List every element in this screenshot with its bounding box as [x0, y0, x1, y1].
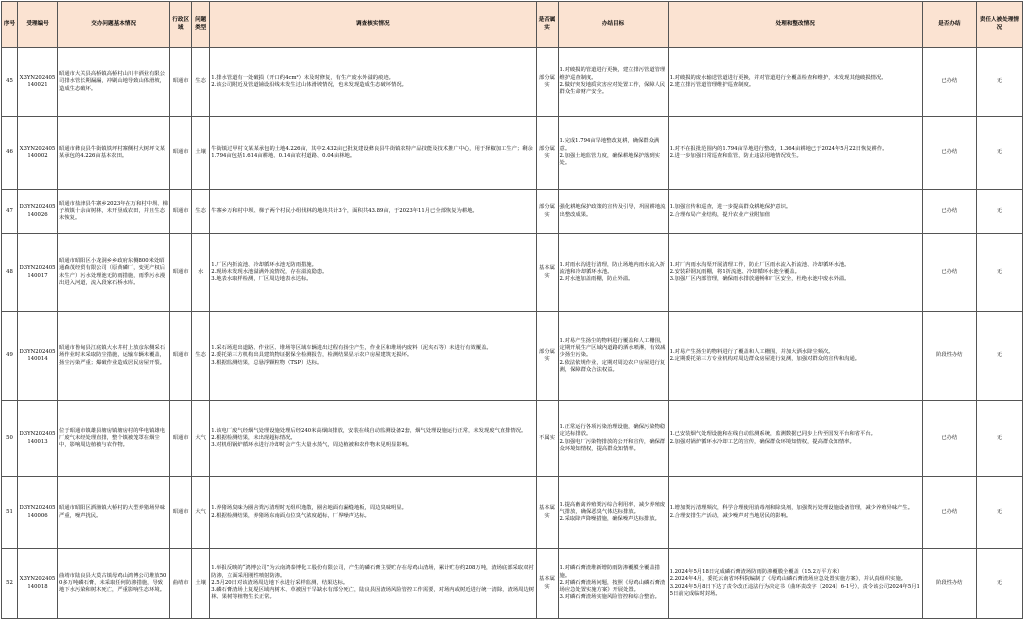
closed-status: 已办结 — [922, 477, 976, 549]
header-closed: 是否办结 — [922, 2, 976, 48]
target — [558, 401, 668, 477]
investigation-line: 1.采石场进出道路、作业区、堆场等区域车辆进出过程有扬尘产生，作业区和堆场内废料（泥夹石等）未进行有效覆盖。 — [211, 345, 492, 352]
rectification — [668, 477, 922, 549]
issue-description: 昭通市鲁甸县江底镇大水井村上放彦东侧采石场作业时未采取防尘措施，运输车辆未覆盖，扬尘污染严重；爆破作业造成居民房屋开裂。 — [58, 312, 170, 401]
target-line: 1.完成1.794亩旱地整改复耕，确保群众满意。 — [559, 138, 660, 152]
closed-status: 已办结 — [922, 190, 976, 234]
verified-status: 不属实 — [536, 401, 558, 477]
target-line: 2.加强电厂污染物排放的公开和宣传，确保群众环境知情权，提高群众知情率。 — [559, 438, 666, 452]
header-target: 办结目标 — [558, 2, 668, 48]
issue-description: 昭通市昭阳区洒渔镇大桥村的大型养猪场异味严重，噪声扰民。 — [58, 477, 170, 549]
accountability: 无 — [976, 48, 1022, 117]
problem-type: 生态 — [192, 190, 210, 234]
investigation-line: 2.5月20日对该渣场周边地下水进行采样监测，结果达标。 — [211, 579, 349, 586]
rectification-line: 1.已安装烟气处理设施和在线自动监测系统，监测数据已同步上传至国发平台和省平台。 — [669, 431, 876, 438]
table-row — [2, 549, 1023, 619]
target-line: 3.对磷石膏渣场实施风险管控和综合整治。 — [559, 594, 660, 601]
verified-status: 部分属实 — [536, 117, 558, 190]
rectification — [668, 190, 922, 234]
target — [558, 48, 668, 117]
issue-description: 位于昭通市镇雄县塘房镇塘房村的华电镇雄电厂废气未经处理直排，整个镇被笼罩在烟尘中，影响周边植被与农作物。 — [58, 401, 170, 477]
header-issue: 交办问题基本情况 — [58, 2, 170, 48]
target-line: 1.正常运行各项污染治理设施，确保污染物稳定达标排放。 — [559, 423, 666, 438]
target-line: 2.对磷石膏渣场问题，按照《母鸡山磷石膏渣场应急处置实施方案》开展处置。 — [559, 579, 666, 594]
investigation — [210, 48, 536, 117]
issue-description: 昭通市昭阳区小龙洞乡乡政府东侧800米处昭通森茂经贸有限公司（原黄磷厂，变更产权后未生产）污水处理池无防雨措施，雨季污水漫出进入河道，流入段家石桥水库。 — [58, 234, 170, 312]
investigation-line: 2.现场未发现水池溢满外流情况，存在溢流隐患。 — [211, 268, 328, 275]
table-row — [2, 48, 1023, 117]
investigation-line: 2.该公司附近及管道铺设沿线未发生过山体滑坡情况，也未发现造成生态破坏情况。 — [211, 82, 407, 88]
closed-status: 阶段性办结 — [922, 312, 976, 401]
rectification — [668, 312, 922, 401]
case-id: X3YN202405140002 — [18, 117, 58, 190]
case-id: D3YN202405140014 — [18, 312, 58, 401]
table-row — [2, 312, 1023, 401]
rectification-line: 2.安装彩钢瓦雨棚，将1折流池、冷却循环水池全覆盖。 — [669, 268, 800, 275]
problem-type: 大气 — [192, 477, 210, 549]
accountability: 无 — [976, 190, 1022, 234]
target-line: 2.对水池加盖雨棚，防止外溢。 — [559, 276, 634, 283]
target-line: 1.对磷石膏渣堆新增防雨防渗覆膜全覆盖措施。 — [559, 565, 660, 579]
header-investigation: 调查核实情况 — [210, 2, 536, 48]
problem-type: 土壤 — [192, 117, 210, 190]
case-id: D3YN202405140006 — [18, 477, 58, 549]
row-index: 51 — [2, 477, 18, 549]
header-row — [2, 2, 1023, 48]
header-problem-type: 问题类型 — [192, 2, 210, 48]
case-id: X3YN202405140021 — [18, 48, 58, 117]
header-rectification: 处理和整改情况 — [668, 2, 922, 48]
region: 昭通市 — [170, 190, 192, 234]
target — [558, 234, 668, 312]
investigation-line: 1.举报反映的“鸿博公司”为云南鸿泰博化工股份有限公司，产生的磷石膏主要贮存在母鸡山渣场，累计贮存约208万吨，渣场底部采取双衬防渗，立面采用刚性喷射防渗。 — [211, 565, 534, 579]
header-case-id: 受理编号 — [18, 2, 58, 48]
header-region: 行政区域 — [170, 2, 192, 48]
closed-status: 已办结 — [922, 117, 976, 190]
investigation — [210, 117, 536, 190]
verified-status: 部分属实 — [536, 48, 558, 117]
rectification-line: 2.进一步加强日常巡查和监管，防止违法用地情况发生。 — [669, 153, 802, 159]
rectification-line: 1.对厂内雨水沟渠开展清理工作，防止厂区雨水流入折流池、冷却循环水池。 — [669, 261, 850, 268]
rectification — [668, 401, 922, 477]
investigation-line: 3.磷石膏渣场上复堤区域内树木、草被因干旱缺水有部分死亡，陆良县因渣场风险管控工作需要，对场内或树近进行统一清除，渣场周边树林、果树等植物生长正常。 — [211, 587, 535, 601]
rectification — [668, 48, 922, 117]
table-row — [2, 117, 1023, 190]
accountability: 无 — [976, 549, 1022, 619]
target-line: 强化耕地保护政策的宣传及引导，巩固耕地流出整改成果。 — [559, 204, 666, 218]
accountability: 无 — [976, 477, 1022, 549]
problem-type: 大气 — [192, 401, 210, 477]
rectification-line: 1.2024年5月18日完成磷石膏渣场防雨防渗覆膜全覆盖（15.2万平方米） — [669, 568, 843, 575]
rectification-line: 1.增加粪污清理频次，科学合理使用消毒剂和除臭剂，加强粪污处理设施设备管理，减少养殖异味产生。 — [669, 505, 914, 512]
rectification-line: 1.对易产生扬尘的物料进行了覆盖和人工栅围，并加大洒水降尘频次。 — [669, 348, 834, 355]
rectification-line: 2.合理安排生产活动，减少噪声对当地居民的影响。 — [669, 512, 792, 519]
investigation — [210, 190, 536, 234]
investigation-line: 1.厂区内折流池、冷却循环水池无防雨措施。 — [211, 261, 317, 268]
rectification-line: 3.2024年5月8日下达了责令改正违法行为决定书（曲环责改字〔2024〕6-1号），责令该公司2024年5月15日前完成临时封场。 — [669, 583, 920, 597]
investigation — [210, 477, 536, 549]
problem-type: 水 — [192, 234, 210, 312]
header-accountability: 责任人被处理情况 — [976, 2, 1022, 48]
investigation-line: 1.该电厂废气经烟气处理设施处理后经240米高烟囱排放，安装在线自动监测设备2套，烟气处理设施运行正常，未发现废气直排情况。 — [211, 427, 527, 434]
investigation — [210, 312, 536, 401]
row-index: 46 — [2, 117, 18, 190]
target — [558, 117, 668, 190]
row-index: 45 — [2, 48, 18, 117]
case-id: D3YN202405140013 — [18, 401, 58, 477]
target-line: 2.采取降声降噪措施，确保噪声达标排放。 — [559, 516, 660, 523]
rectification — [668, 549, 922, 619]
target-line: 1.对易产生扬尘的物料进行覆盖和人工栅围，定期开展生产区域内道路的洒水喷淋，有效减少扬尘污染。 — [559, 337, 666, 359]
investigation-line: 1.排水管道有一处破损（开口约4cm²）未及时修复，有生产废水外溢的痕迹。 — [211, 74, 394, 81]
target-line: 1.提高畜禽养殖粪污综合利用率，减少养殖废气排放，确保恶臭气体达标排放。 — [559, 501, 666, 515]
region: 昭通市 — [170, 234, 192, 312]
target — [558, 549, 668, 619]
investigation-line: 牛寨乡万和村中坝、梯子两个村民小组伐林的地块共计3个，面积共43.89亩，于2023年11月已全部恢复为耕地。 — [211, 207, 478, 214]
rectification-line: 2.建立排污管道管理维护巡查制度。 — [669, 82, 755, 88]
target-line: 1.对破损的管道进行更换，建立排污管道管理维护巡查制度。 — [559, 67, 666, 81]
complaint-table — [1, 1, 1023, 619]
rectification — [668, 234, 922, 312]
table-row — [2, 477, 1023, 549]
rectification-line: 2.合理布局产业结构，提升农业产业附加值 — [669, 211, 771, 218]
closed-status: 已办结 — [922, 401, 976, 477]
investigation-line: 牛街镇过甲村文某某承包的土地4.226亩，其中2.432亩已批复建设彝良县牛街镇农特产品技能及技术推广中心，用于择椒加工生产；剩余1.794亩包括1.614亩耕地、0.14亩农村道路、0.04亩林地。 — [211, 145, 533, 159]
region: 昭通市 — [170, 401, 192, 477]
row-index: 49 — [2, 312, 18, 401]
verified-status: 部分属实 — [536, 190, 558, 234]
investigation — [210, 234, 536, 312]
issue-description: 昭通市盐津县牛寨乡2023年在万和村中坝、梯子坡镇十余亩树林，未开垦成农田，并且生态未恢复。 — [58, 190, 170, 234]
investigation-line: 3.地表水取样检测，厂区周边地表水达标。 — [211, 276, 312, 283]
issue-description: 昭通市彝良县牛街镇铁坪村寨侧村大树坪文某某承包的4.226亩基本农田。 — [58, 117, 170, 190]
verified-status: 部分属实 — [536, 312, 558, 401]
header-verified: 是否属实 — [536, 2, 558, 48]
problem-type: 生态 — [192, 48, 210, 117]
target — [558, 477, 668, 549]
problem-type: 土壤 — [192, 549, 210, 619]
investigation-line: 2.根据检测结果，养猪场东南面点位臭气浓度超标，厂界噪声达标。 — [211, 512, 370, 519]
row-index: 52 — [2, 549, 18, 619]
table-row — [2, 401, 1023, 477]
closed-status: 已办结 — [922, 234, 976, 312]
table-row — [2, 190, 1023, 234]
target-line: 1.对雨水沟进行清理，防止场地内雨水流入折流池和冷却循环水池。 — [559, 261, 666, 275]
investigation-line: 2.委托第三方机构出具建筑物证据保全检测报告，检测结果显示农户房屋建筑无损坏。 — [211, 352, 413, 359]
row-index: 50 — [2, 401, 18, 477]
investigation-line: 3.根据监测结果，总悬浮颗粒物（TSP）达标。 — [211, 359, 323, 366]
problem-type: 生态 — [192, 312, 210, 401]
closed-status: 阶段性办结 — [922, 549, 976, 619]
accountability: 无 — [976, 117, 1022, 190]
verified-status: 基本属实 — [536, 549, 558, 619]
row-index: 47 — [2, 190, 18, 234]
rectification-line: 1.对破损的废水输送管道进行更换，并对管道进行全覆盖检查和维护，未发现其他破损情况。 — [669, 74, 887, 81]
issue-description: 昭通市大关县高桥镇高桥村山川丰酒业有限公司排水管长期漏漏，冲刷山地导致山体滑坡，造成生态破坏。 — [58, 48, 170, 117]
table-row — [2, 234, 1023, 312]
issue-description: 曲靖市陆良县大莫古镇母鸡山鸿博公司堆放500多万吨磷石膏，未采取任何防渗措施，导致地下水污染和树木死亡，严重影响生态环境。 — [58, 549, 170, 619]
region: 昭通市 — [170, 477, 192, 549]
target-line: 2.做好突发地质灾害应对处置工作，保障人民群众生命财产安全。 — [559, 82, 666, 96]
rectification-line: 1.对不在报批范围内的1.794亩旱地进行整改，1.364亩耕地已于2024年5月22日恢复耕作。 — [669, 145, 888, 152]
header-index: 序号 — [2, 2, 18, 48]
region: 昭通市 — [170, 117, 192, 190]
rectification — [668, 117, 922, 190]
rectification-line: 2.定期委托第三方专业机构对周边群众房屋进行复测，加强对群众的宣传和沟通。 — [669, 356, 861, 362]
verified-status: 基本属实 — [536, 477, 558, 549]
case-id: X3YN202405140018 — [18, 549, 58, 619]
row-index: 48 — [2, 234, 18, 312]
rectification-line: 2.加强对锅炉循环水冷却工艺的宣传，确保群众环境知情权，提高群众知情率。 — [669, 438, 855, 445]
region: 昭通市 — [170, 312, 192, 401]
target — [558, 190, 668, 234]
target-line: 2.加强土地监管力度，确保耕地保护落到实处。 — [559, 153, 660, 167]
verified-status: 基本属实 — [536, 234, 558, 312]
rectification-line: 1.加强宣传和巡查，进一步提高群众耕地保护意识。 — [669, 204, 792, 211]
target — [558, 312, 668, 401]
target-line: 2.依法依规作业，定期对周边农户房屋进行复测，保障群众合法权益。 — [559, 359, 666, 373]
closed-status: 已办结 — [922, 48, 976, 117]
rectification-line: 3.加强厂区内部管理，确保雨水排放通畅和厂区安全，杜绝水池中废水外溢。 — [669, 276, 850, 283]
accountability: 无 — [976, 401, 1022, 477]
region: 曲靖市 — [170, 549, 192, 619]
investigation — [210, 549, 536, 619]
accountability: 无 — [976, 234, 1022, 312]
investigation-line: 2.根据检测结果，未出现超标情况。 — [211, 434, 296, 441]
investigation — [210, 401, 536, 477]
investigation-line: 3.对机组锅炉循环水进行冷却时会产生大量水蒸气，周边植被和农作物未见明显影响。 — [211, 442, 413, 449]
table-body — [2, 48, 1023, 619]
accountability: 无 — [976, 312, 1022, 401]
region: 昭通市 — [170, 48, 192, 117]
case-id: D3YN202405140026 — [18, 190, 58, 234]
rectification-line: 2.2024年4月，委托云南省环科院编制了《母鸡山磷石膏渣场应急处置实施方案》，并认真组织实施。 — [669, 576, 907, 583]
investigation-line: 1.养猪场臭味为圈舍粪污清理时无组织逸散，圈舍地面有漏缝地板，周边臭味明显。 — [211, 505, 407, 512]
case-id: D3YN202405140017 — [18, 234, 58, 312]
